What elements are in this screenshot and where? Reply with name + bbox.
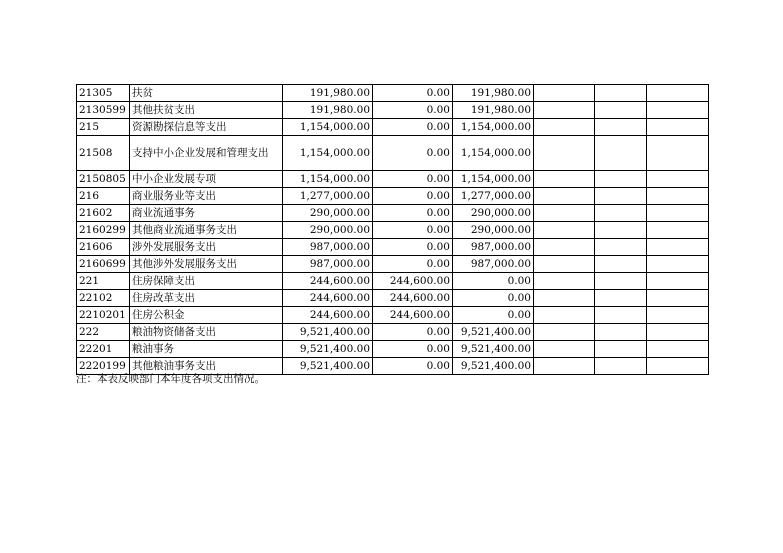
item-name-cell: 支持中小企业发展和管理支出 <box>130 136 283 171</box>
table-row <box>77 290 709 307</box>
project-amount-cell: 0.00 <box>453 307 534 324</box>
empty-cell <box>534 273 595 290</box>
item-name-cell: 其他涉外发展服务支出 <box>130 256 283 273</box>
basic-amount-cell: 0.00 <box>373 256 453 273</box>
project-amount-cell: 987,000.00 <box>453 239 534 256</box>
table-row <box>77 239 709 256</box>
project-amount-cell: 1,277,000.00 <box>453 188 534 205</box>
total-amount-cell: 290,000.00 <box>283 205 373 222</box>
project-amount-cell: 0.00 <box>453 290 534 307</box>
item-name-cell: 其他商业流通事务支出 <box>130 222 283 239</box>
table-row <box>77 341 709 358</box>
empty-cell <box>595 85 647 102</box>
code-cell: 216 <box>77 188 130 205</box>
total-amount-cell: 244,600.00 <box>283 290 373 307</box>
code-cell: 2210201 <box>77 307 130 324</box>
empty-cell <box>534 102 595 119</box>
empty-cell <box>595 307 647 324</box>
basic-amount-cell: 0.00 <box>373 358 453 375</box>
empty-cell <box>595 102 647 119</box>
empty-cell <box>595 273 647 290</box>
empty-cell <box>647 256 709 273</box>
table-row <box>77 273 709 290</box>
empty-cell <box>595 239 647 256</box>
basic-amount-cell: 244,600.00 <box>373 273 453 290</box>
empty-cell <box>647 119 709 136</box>
total-amount-cell: 987,000.00 <box>283 239 373 256</box>
total-amount-cell: 244,600.00 <box>283 307 373 324</box>
basic-amount-cell: 244,600.00 <box>373 290 453 307</box>
code-cell: 222 <box>77 324 130 341</box>
item-name-cell: 其他粮油事务支出 <box>130 358 283 375</box>
empty-cell <box>534 119 595 136</box>
total-amount-cell: 1,154,000.00 <box>283 136 373 171</box>
empty-cell <box>534 341 595 358</box>
item-name-cell: 中小企业发展专项 <box>130 171 283 188</box>
project-amount-cell: 290,000.00 <box>453 222 534 239</box>
code-cell: 2160299 <box>77 222 130 239</box>
project-amount-cell: 9,521,400.00 <box>453 358 534 375</box>
table-row <box>77 324 709 341</box>
code-cell: 22102 <box>77 290 130 307</box>
empty-cell <box>534 222 595 239</box>
total-amount-cell: 9,521,400.00 <box>283 324 373 341</box>
basic-amount-cell: 0.00 <box>373 324 453 341</box>
empty-cell <box>647 222 709 239</box>
item-name-cell: 粮油事务 <box>130 341 283 358</box>
project-amount-cell: 987,000.00 <box>453 256 534 273</box>
project-amount-cell: 191,980.00 <box>453 102 534 119</box>
empty-cell <box>595 341 647 358</box>
total-amount-cell: 191,980.00 <box>283 102 373 119</box>
empty-cell <box>534 205 595 222</box>
code-cell: 221 <box>77 273 130 290</box>
empty-cell <box>595 136 647 171</box>
total-amount-cell: 244,600.00 <box>283 273 373 290</box>
empty-cell <box>595 188 647 205</box>
code-cell: 21606 <box>77 239 130 256</box>
table-row <box>77 222 709 239</box>
item-name-cell: 涉外发展服务支出 <box>130 239 283 256</box>
code-cell: 2160699 <box>77 256 130 273</box>
project-amount-cell: 1,154,000.00 <box>453 119 534 136</box>
basic-amount-cell: 0.00 <box>373 239 453 256</box>
total-amount-cell: 1,154,000.00 <box>283 171 373 188</box>
empty-cell <box>595 358 647 375</box>
item-name-cell: 住房保障支出 <box>130 273 283 290</box>
basic-amount-cell: 0.00 <box>373 136 453 171</box>
item-name-cell: 资源勘探信息等支出 <box>130 119 283 136</box>
table-row <box>77 188 709 205</box>
project-amount-cell: 9,521,400.00 <box>453 324 534 341</box>
expenditure-table <box>76 84 709 375</box>
basic-amount-cell: 0.00 <box>373 222 453 239</box>
empty-cell <box>534 358 595 375</box>
empty-cell <box>595 290 647 307</box>
basic-amount-cell: 0.00 <box>373 119 453 136</box>
total-amount-cell: 987,000.00 <box>283 256 373 273</box>
empty-cell <box>595 222 647 239</box>
empty-cell <box>647 188 709 205</box>
empty-cell <box>647 205 709 222</box>
basic-amount-cell: 244,600.00 <box>373 307 453 324</box>
basic-amount-cell: 0.00 <box>373 188 453 205</box>
total-amount-cell: 290,000.00 <box>283 222 373 239</box>
empty-cell <box>534 290 595 307</box>
item-name-cell: 住房公积金 <box>130 307 283 324</box>
empty-cell <box>647 307 709 324</box>
empty-cell <box>534 324 595 341</box>
empty-cell <box>647 341 709 358</box>
code-cell: 215 <box>77 119 130 136</box>
project-amount-cell: 191,980.00 <box>453 85 534 102</box>
total-amount-cell: 9,521,400.00 <box>283 341 373 358</box>
empty-cell <box>595 256 647 273</box>
table-row <box>77 171 709 188</box>
empty-cell <box>647 171 709 188</box>
empty-cell <box>534 188 595 205</box>
empty-cell <box>595 171 647 188</box>
table-row <box>77 85 709 102</box>
empty-cell <box>647 136 709 171</box>
total-amount-cell: 9,521,400.00 <box>283 358 373 375</box>
code-cell: 22201 <box>77 341 130 358</box>
total-amount-cell: 191,980.00 <box>283 85 373 102</box>
empty-cell <box>647 358 709 375</box>
empty-cell <box>647 324 709 341</box>
project-amount-cell: 1,154,000.00 <box>453 136 534 171</box>
code-cell: 2220199 <box>77 358 130 375</box>
table-row <box>77 136 709 171</box>
item-name-cell: 商业流通事务 <box>130 205 283 222</box>
item-name-cell: 其他扶贫支出 <box>130 102 283 119</box>
empty-cell <box>534 171 595 188</box>
basic-amount-cell: 0.00 <box>373 205 453 222</box>
empty-cell <box>534 85 595 102</box>
basic-amount-cell: 0.00 <box>373 341 453 358</box>
empty-cell <box>534 239 595 256</box>
empty-cell <box>534 307 595 324</box>
basic-amount-cell: 0.00 <box>373 102 453 119</box>
code-cell: 21602 <box>77 205 130 222</box>
table-row <box>77 205 709 222</box>
empty-cell <box>534 136 595 171</box>
table-row <box>77 256 709 273</box>
table-footnote: 注：本表反映部门本年度各项支出情况。 <box>76 373 265 385</box>
empty-cell <box>534 256 595 273</box>
item-name-cell: 商业服务业等支出 <box>130 188 283 205</box>
empty-cell <box>647 239 709 256</box>
basic-amount-cell: 0.00 <box>373 85 453 102</box>
total-amount-cell: 1,154,000.00 <box>283 119 373 136</box>
project-amount-cell: 0.00 <box>453 273 534 290</box>
table-row <box>77 307 709 324</box>
code-cell: 2150805 <box>77 171 130 188</box>
empty-cell <box>595 205 647 222</box>
empty-cell <box>647 85 709 102</box>
item-name-cell: 住房改革支出 <box>130 290 283 307</box>
code-cell: 2130599 <box>77 102 130 119</box>
project-amount-cell: 9,521,400.00 <box>453 341 534 358</box>
total-amount-cell: 1,277,000.00 <box>283 188 373 205</box>
empty-cell <box>595 119 647 136</box>
item-name-cell: 扶贫 <box>130 85 283 102</box>
basic-amount-cell: 0.00 <box>373 171 453 188</box>
project-amount-cell: 1,154,000.00 <box>453 171 534 188</box>
empty-cell <box>647 273 709 290</box>
empty-cell <box>595 324 647 341</box>
item-name-cell: 粮油物资储备支出 <box>130 324 283 341</box>
code-cell: 21508 <box>77 136 130 171</box>
table-row <box>77 102 709 119</box>
table-row <box>77 119 709 136</box>
code-cell: 21305 <box>77 85 130 102</box>
empty-cell <box>647 290 709 307</box>
table-body <box>77 85 709 375</box>
empty-cell <box>647 102 709 119</box>
project-amount-cell: 290,000.00 <box>453 205 534 222</box>
